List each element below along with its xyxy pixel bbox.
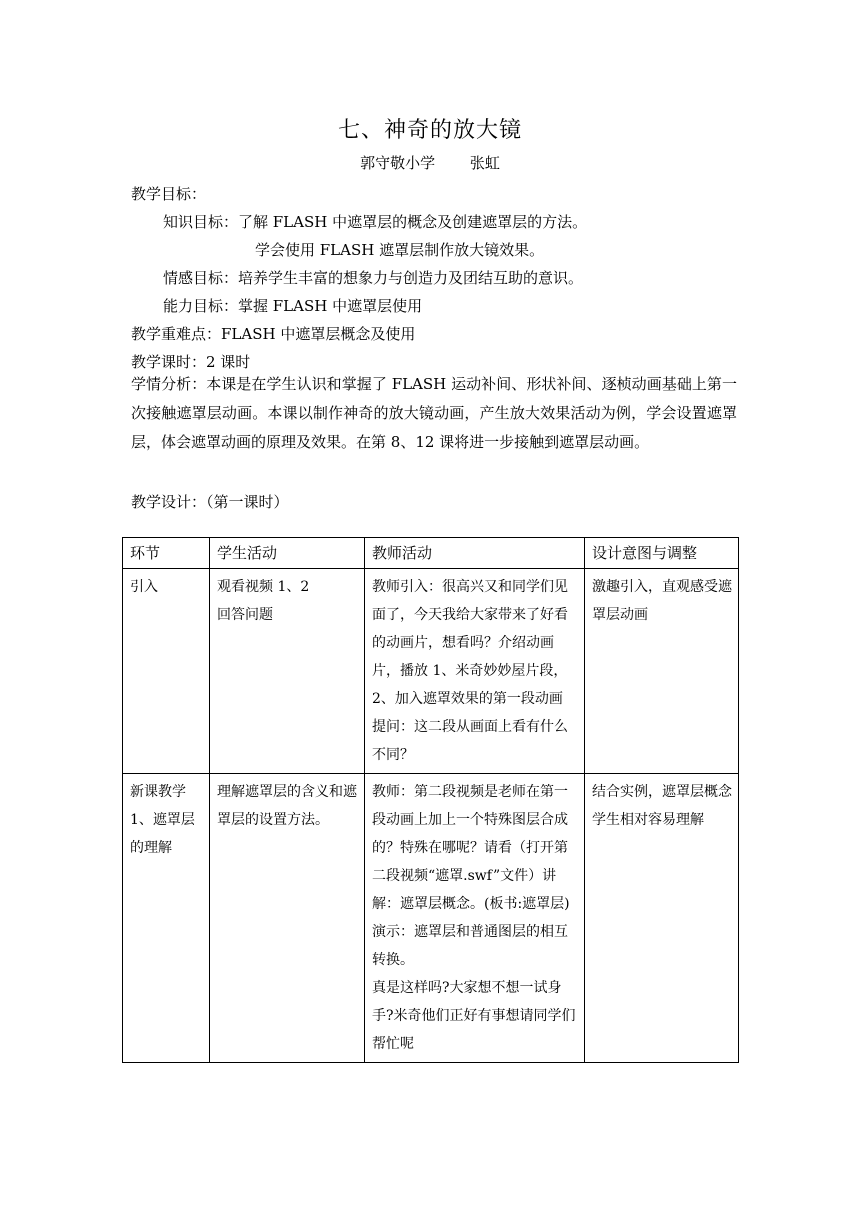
teacher-activity-cell — [365, 774, 585, 1063]
class-hours: 教学课时：2 课时 — [131, 353, 251, 371]
student-activity-text: 观看视频 1、2 — [217, 579, 310, 595]
teacher-activity-text: 教师引入：很高兴又和同学们见面了，今天我给大家带来了好看的动画片，想看吗？介绍动画片，播放 1、米奇妙妙屋片段，2、加入遮罩效果的第一段动画 — [372, 579, 568, 707]
header-design-intent: 设计意图与调整 — [585, 538, 739, 569]
page-title: 七、神奇的放大镜 — [337, 118, 522, 143]
objectives-heading: 教学目标： — [131, 185, 207, 203]
design-intent-text: 激趣引入，直观感受遮罩层动画 — [592, 579, 732, 623]
stage-cell — [123, 569, 210, 774]
table-row — [123, 569, 739, 774]
key-points: 教学重难点：FLASH 中遮罩层概念及使用 — [131, 325, 416, 343]
student-activity-text: 理解遮罩层的含义和遮罩层的设置方法。 — [217, 784, 357, 828]
table-row — [123, 774, 739, 1063]
design-intent-text: 结合实例，遮罩层概念学生相对容易理解 — [592, 784, 732, 828]
student-activity-cell — [210, 774, 365, 1063]
header-stage: 环节 — [123, 538, 210, 569]
header-student-activity: 学生活动 — [210, 538, 365, 569]
knowledge-objective: 知识目标：了解 FLASH 中遮罩层的概念及创建遮罩层的方法。 — [163, 213, 588, 231]
author-school: 郭守敬小学 — [360, 154, 436, 172]
stage-text: 的理解 — [130, 840, 172, 856]
lesson-plan-table — [122, 537, 739, 1063]
student-activity-cell — [210, 569, 365, 774]
author-name: 张虹 — [469, 154, 500, 172]
stage-text: 1、遮罩层 — [130, 812, 195, 828]
design-intent-cell — [585, 774, 739, 1063]
teacher-activity-cell — [365, 569, 585, 774]
table-header-row — [123, 538, 739, 569]
header-teacher-activity: 教师活动 — [365, 538, 585, 569]
stage-text: 引入 — [130, 579, 158, 595]
learner-analysis: 学情分析：本课是在学生认识和掌握了 FLASH 运动补间、形状补间、逐桢动画基础上第一次接触遮罩层动画。本课以制作神奇的放大镜动画，产生放大效果活动为例，学会设置遮罩层，体会遮罩动画的原理及效果。在第 8、12 课将进一步接触到遮罩层动画。 — [131, 375, 737, 451]
knowledge-objective-continued: 学会使用 FLASH 遮罩层制作放大镜效果。 — [255, 241, 545, 259]
design-heading: 教学设计：（第一课时） — [131, 493, 289, 511]
author-line — [0, 152, 860, 173]
emotion-objective: 情感目标：培养学生丰富的想象力与创造力及团结互助的意识。 — [163, 269, 584, 287]
student-activity-text: 回答问题 — [217, 607, 273, 623]
teacher-demo-text: 演示：遮罩层和普通图层的相互转换。 — [372, 924, 568, 968]
stage-cell — [123, 774, 210, 1063]
stage-text: 新课教学 — [130, 784, 186, 800]
ability-objective: 能力目标：掌握 FLASH 中遮罩层使用 — [163, 297, 423, 315]
teacher-prompt-text: 真是这样吗?大家想不想一试身手?米奇他们正好有事想请同学们帮忙呢 — [372, 980, 576, 1052]
teacher-activity-text: 教师：第二段视频是老师在第一段动画上加上一个特殊图层合成的？特殊在哪呢？请看（打开第二段视频“遮罩.swf”文件）讲解：遮罩层概念。(板书:遮罩层) — [372, 784, 570, 912]
design-intent-cell — [585, 569, 739, 774]
teacher-question-text: 提问：这二段从画面上看有什么不同？ — [372, 719, 568, 763]
